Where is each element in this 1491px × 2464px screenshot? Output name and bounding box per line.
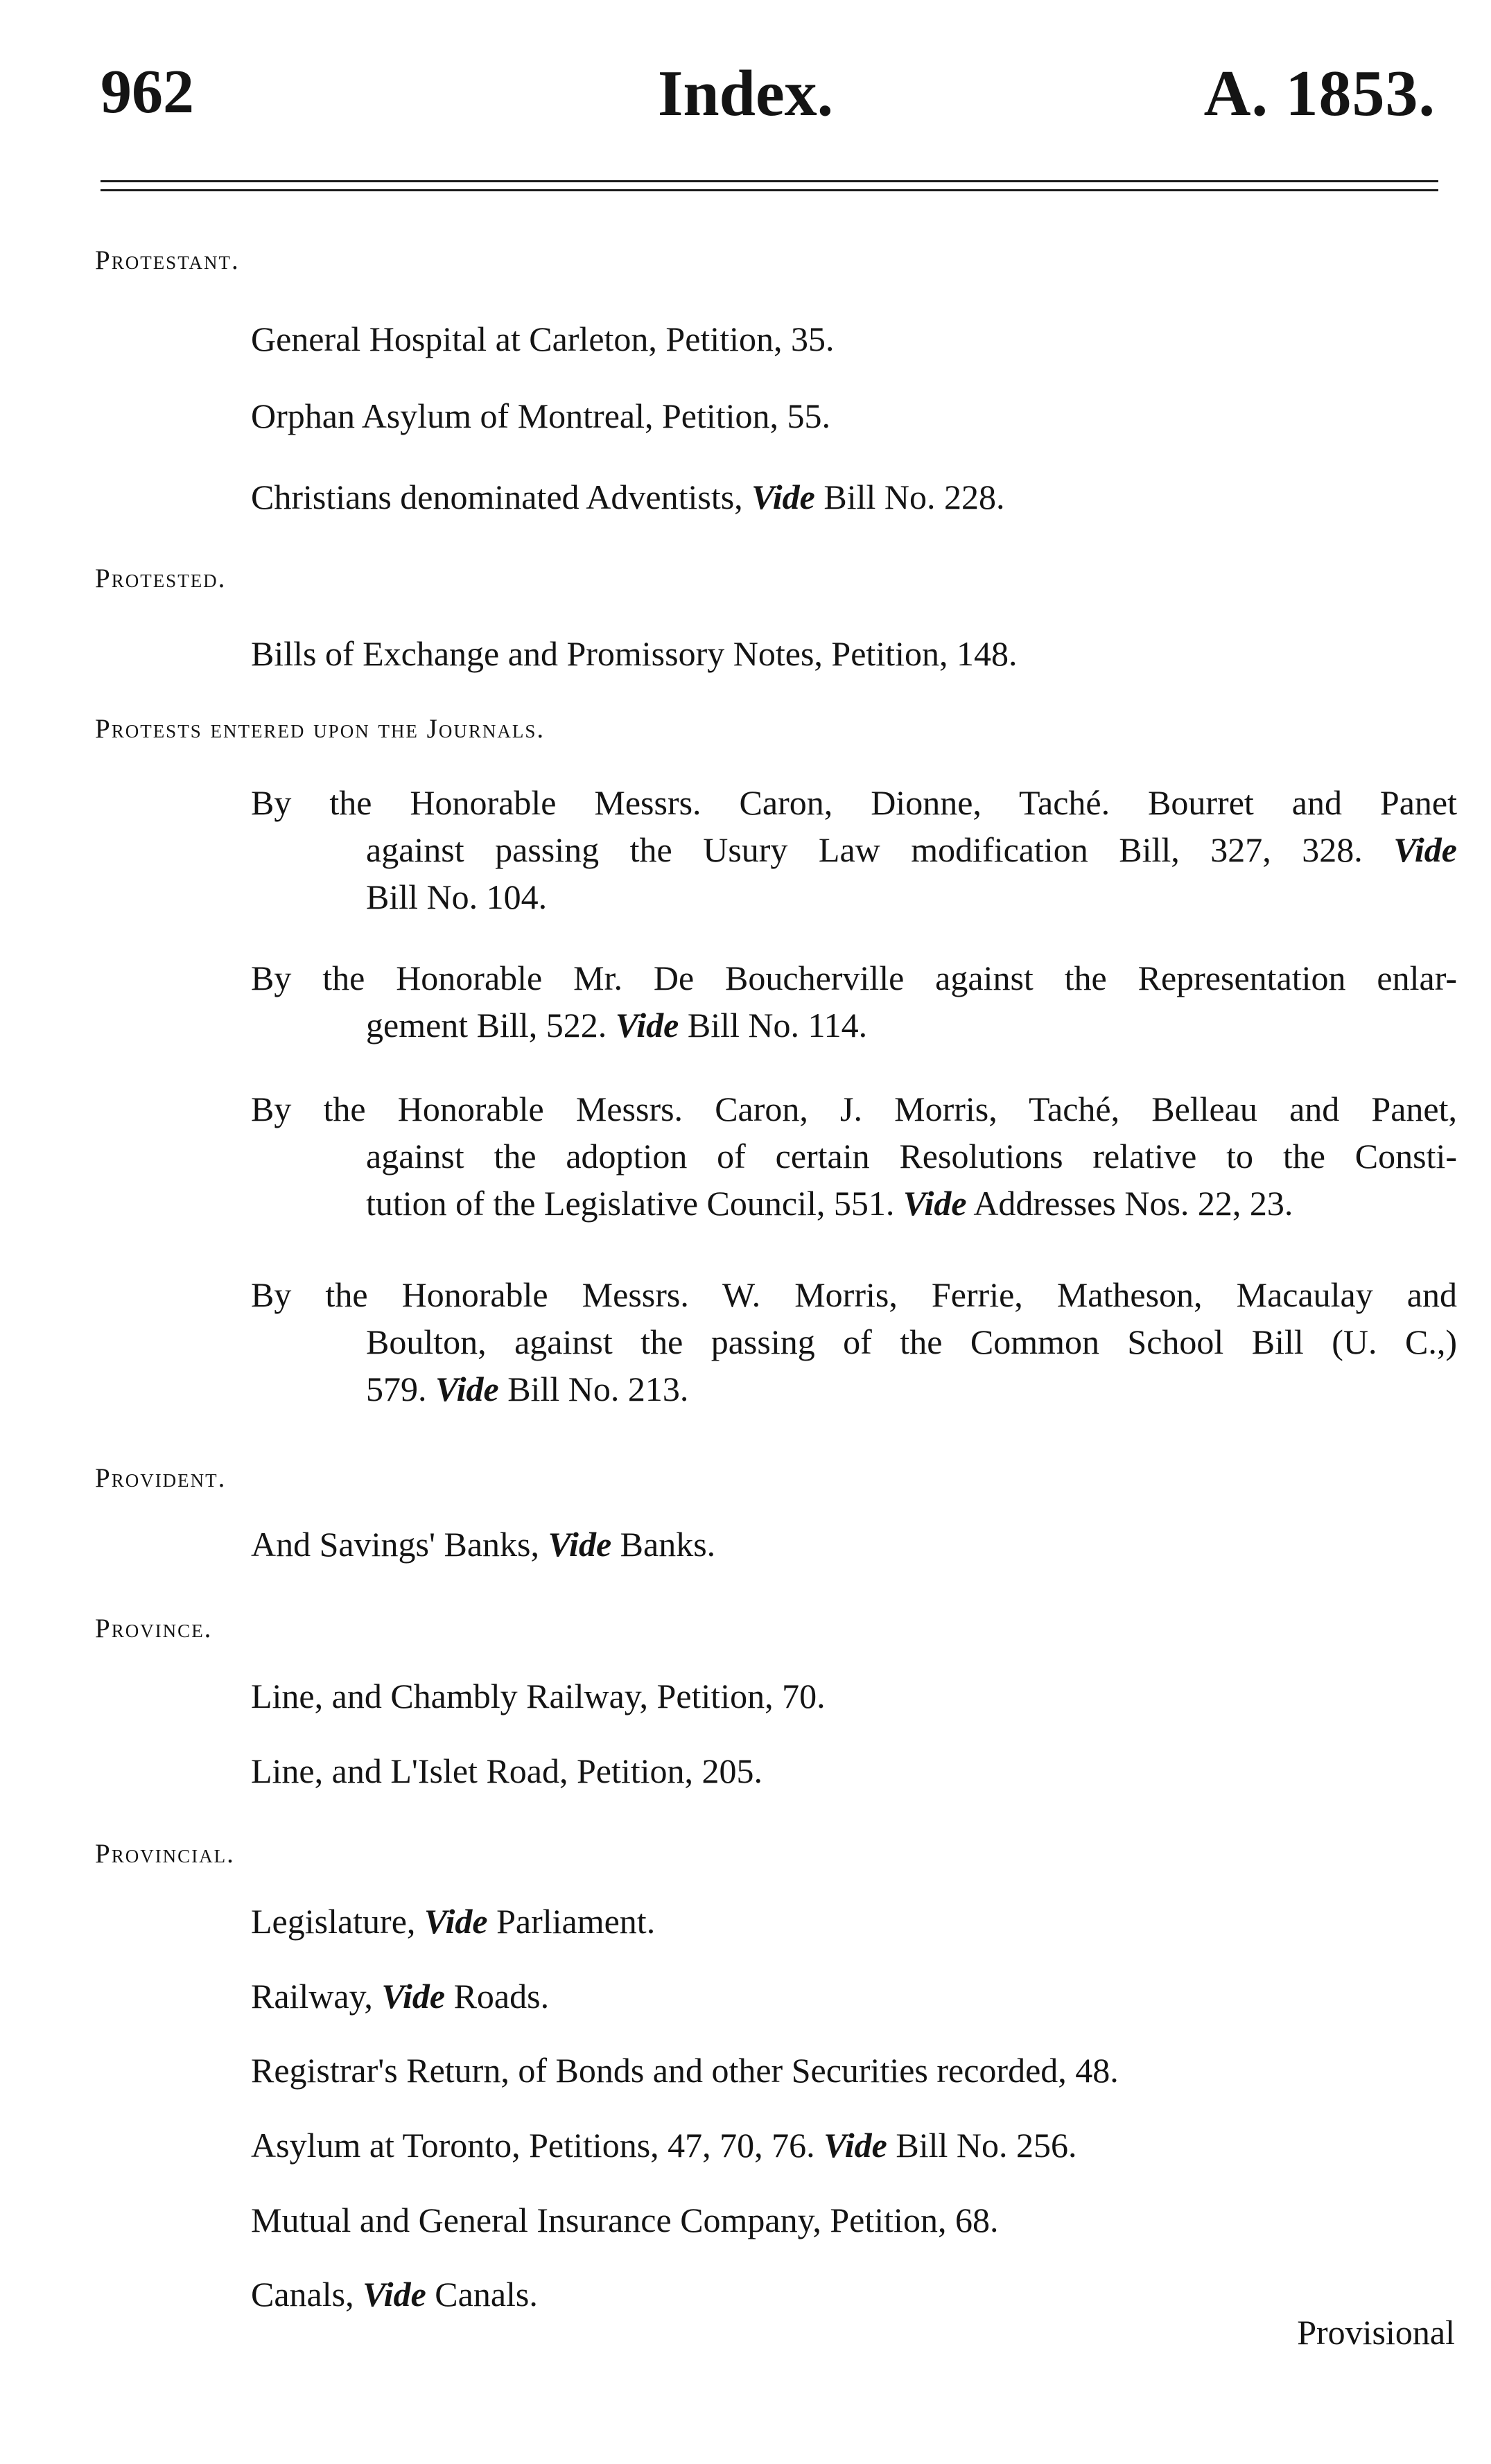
entry-registrars-return: Registrar's Return, of Bonds and other Securities recorded, 48. bbox=[251, 2051, 1119, 2090]
entry-chambly-railway: Line, and Chambly Railway, Petition, 70. bbox=[251, 1677, 826, 1715]
header-rule-bottom bbox=[101, 189, 1438, 191]
protest-paragraph-3: By the Honorable Messrs. Caron, J. Morris, Taché, Belleau and Panet, against the adoption of certain Resolutions relative to the Consti- tution of the Legislative Council, 551. Vide Addresses Nos. 22, 23. bbox=[251, 1090, 1457, 1223]
catchword: Provisional bbox=[1297, 2313, 1455, 2352]
entry-savings-banks: And Savings' Banks, Vide Banks. bbox=[251, 1525, 716, 1564]
page-year: A. 1853. bbox=[1203, 58, 1436, 130]
header-rule-top bbox=[101, 180, 1438, 182]
heading-protested: Protested. bbox=[95, 563, 227, 593]
entry-general-hospital: General Hospital at Carleton, Petition, 35. bbox=[251, 320, 835, 358]
heading-province: Province. bbox=[95, 1614, 213, 1643]
heading-protests: Protests entered upon the Journals. bbox=[95, 714, 546, 744]
entry-railway: Railway, Vide Roads. bbox=[251, 1977, 550, 2016]
protest-paragraph-4: By the Honorable Messrs. W. Morris, Ferrie, Matheson, Macaulay and Boulton, against the passing of the Common School Bill (U. C.,) 579. Vide Bill No. 213. bbox=[251, 1275, 1457, 1408]
entry-canals: Canals, Vide Canals. bbox=[251, 2275, 538, 2314]
entry-bills-of-exchange: Bills of Exchange and Promissory Notes, Petition, 148. bbox=[251, 634, 1018, 673]
page-number: 962 bbox=[101, 58, 194, 126]
entry-mutual-insurance: Mutual and General Insurance Company, Petition, 68. bbox=[251, 2201, 999, 2239]
heading-protestant: Protestant. bbox=[95, 245, 240, 275]
heading-provincial: Provincial. bbox=[95, 1839, 235, 1869]
heading-provident: Provident. bbox=[95, 1463, 227, 1493]
entry-adventists: Christians denominated Adventists, Vide Bill No. 228. bbox=[251, 478, 1005, 516]
entry-legislature: Legislature, Vide Parliament. bbox=[251, 1902, 656, 1941]
protest-paragraph-1: By the Honorable Messrs. Caron, Dionne, Taché. Bourret and Panet against passing the Usury Law modification Bill, 327, 328. Vide Bill No. 104. bbox=[251, 783, 1458, 916]
entry-asylum-toronto: Asylum at Toronto, Petitions, 47, 70, 76. Vide Bill No. 256. bbox=[251, 2126, 1077, 2165]
protest-paragraph-2: By the Honorable Mr. De Boucherville against the Representation enlar- gement Bill, 522. Vide Bill No. 114. bbox=[251, 959, 1457, 1045]
entry-lislet-road: Line, and L'Islet Road, Petition, 205. bbox=[251, 1751, 763, 1790]
page-title: Index. bbox=[657, 58, 834, 130]
entry-orphan-asylum: Orphan Asylum of Montreal, Petition, 55. bbox=[251, 396, 831, 435]
